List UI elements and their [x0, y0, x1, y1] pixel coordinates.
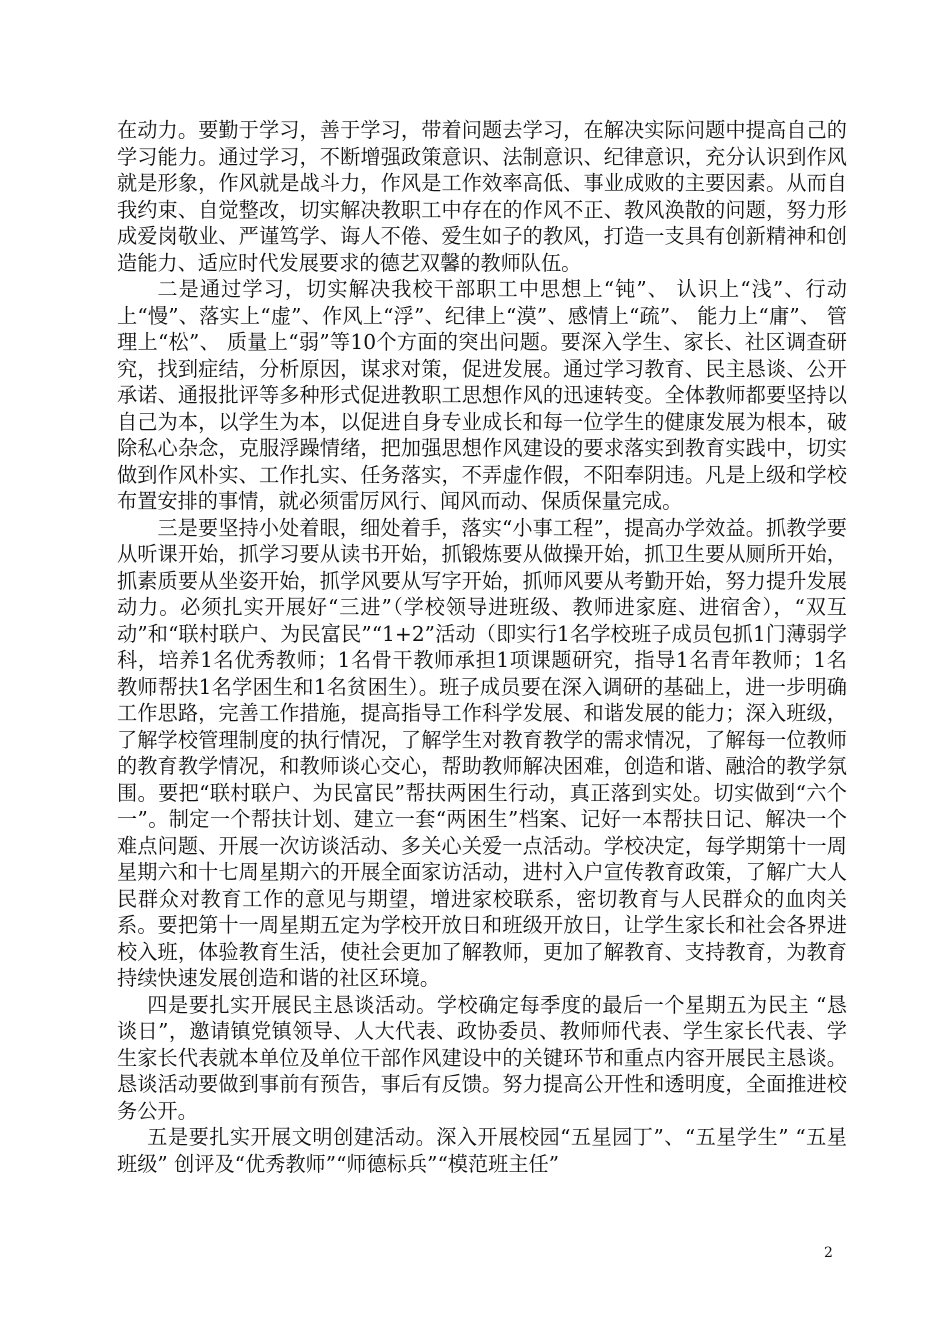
paragraph-continuation: 在动力。要勤于学习，善于学习，带着问题去学习，在解决实际问题中提高自己的学习能力。通过学习，不断增强政策意识、法制意识、纪律意识，充分认识到作风就是形象，作风就是战斗力，作风是工作效率高低、事业成败的主要因素。从而自我约束、自觉整改，切实解决教职工中存在的作风不正、教风涣散的问题，努力形成爱岗敬业、严谨笃学、诲人不倦、爱生如子的教风，打造一支具有创新精神和创造能力、适应时代发展要求的德艺双馨的教师队伍。 — [117, 118, 847, 275]
page-number: 2 — [824, 1245, 833, 1261]
paragraph-point-five: 五是要扎实开展文明创建活动。深入开展校园“五星园丁”、“五星学生” “五星班级” 创评及“优秀教师”“师德标兵”“模范班主任” — [117, 1125, 847, 1176]
body-text — [117, 117, 847, 1177]
paragraph-point-two: 二是通过学习，切实解决我校干部职工中思想上“钝”、 认识上“浅”、行动上“慢”、落实上“虚”、作风上“浮”、纪律上“漠”、感情上“疏”、 能力上“庸”、 管理上“松”、 质量上“弱”等10个方面的突出问题。要深入学生、家长、社区调查研究，找到症结，分析原因，谋求对策，促进发展。通过学习教育、民主恳谈、公开承诺、通报批评等多种形式促进教职工思想作风的迅速转变。全体教师都要坚持以自己为本，以学生为本，以促进自身专业成长和每一位学生的健康发展为根本，破除私心杂念，克服浮躁情绪，把加强思想作风建设的要求落实到教育实践中，切实做到作风朴实、工作扎实、任务落实，不弄虚作假，不阳奉阴违。凡是上级和学校布置安排的事情，就必须雷厉风行、闻风而动、保质保量完成。 — [117, 277, 847, 513]
paragraph-point-four: 四是要扎实开展民主恳谈活动。学校确定每季度的最后一个星期五为民主 “恳谈日”，邀请镇党镇领导、人大代表、政协委员、教师师代表、学生家长代表、学生家长代表就本单位及单位干部作风建设中的关键环节和重点内容开展民主恳谈。恳谈活动要做到事前有预告，事后有反馈。努力提高公开性和透明度，全面推进校务公开。 — [117, 992, 847, 1123]
paragraph-point-three: 三是要坚持小处着眼，细处着手，落实“小事工程”，提高办学效益。抓教学要从听课开始，抓学习要从读书开始，抓锻炼要从做操开始，抓卫生要从厕所开始，抓素质要从坐姿开始，抓学风要从写字开始，抓师风要从考勤开始，努力提升发展动力。必须扎实开展好“三进”（学校领导进班级、教师进家庭、进宿舍），“双互动”和“联村联户、为民富民”“1+2”活动（即实行1名学校班子成员包抓1门薄弱学科，培养1名优秀教师；1名骨干教师承担1项课题研究，指导1名青年教师；1名教师帮扶1名学困生和1名贫困生）。班子成员要在深入调研的基础上，进一步明确工作思路，完善工作措施，提高指导工作科学发展、和谐发展的能力；深入班级，了解学校管理制度的执行情况，了解学生对教育教学的需求情况，了解每一位教师的教育教学情况，和教师谈心交心，帮助教师解决困难，创造和谐、融洽的教学氛围。要把“联村联户、为民富民”帮扶两困生行动，真正落到实处。切实做到“六个一”。制定一个帮扶计划、建立一套“两困生”档案、记好一本帮扶日记、解决一个难点问题、开展一次访谈活动、多关心关爱一点活动。学校决定，每学期第十一周星期六和十七周星期六的开展全面家访活动，进村入户宣传教育政策，了解广大人民群众对教育工作的意见与期望，增进家校联系，密切教育与人民群众的血肉关系。要把第十一周星期五定为学校开放日和班级开放日，让学生家长和社会各界进校入班，体验教育生活，使社会更加了解教师，更加了解教育、支持教育，为教育持续快速发展创造和谐的社区环境。 — [117, 515, 847, 990]
